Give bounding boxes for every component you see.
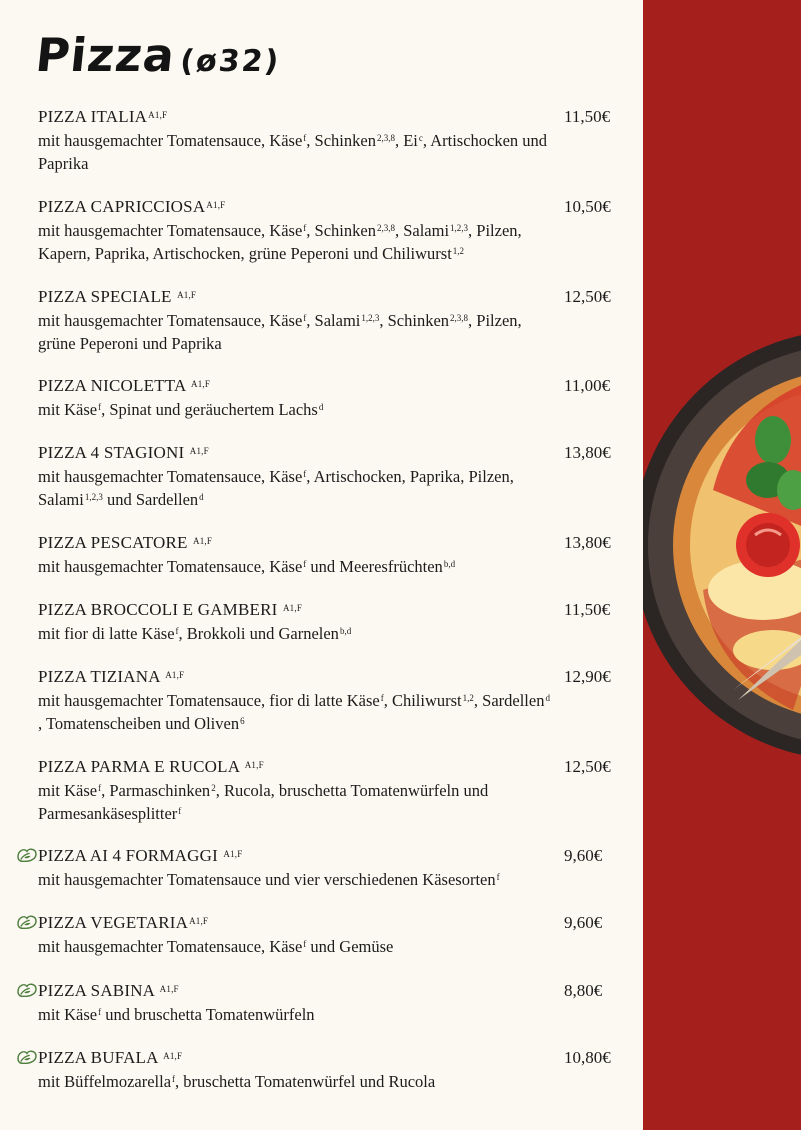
description-text: , Salami [394,221,450,240]
menu-item [38,286,618,355]
menu-item [38,442,618,511]
item-price: 9,60€ [564,846,603,865]
menu-item-header [38,375,618,397]
item-name [38,286,196,308]
description-text: , Pilzen, Kapern, Paprika, Artischocken, grüne Peperoni und Chiliwurst [38,221,522,263]
item-description [38,555,553,578]
ingredient-allergen-code: f [303,469,307,479]
item-name-text: PIZZA TIZIANA [38,667,165,686]
item-name [38,845,242,867]
menu-title-text: Pizza [33,28,178,82]
item-allergen-code: A1,F [282,603,303,613]
item-description [38,1003,553,1026]
item-price: 11,50€ [564,107,611,126]
ingredient-allergen-code: f [175,626,179,636]
item-name [38,1047,182,1069]
menu-item [38,1047,618,1093]
description-text: , Rucola, bruschetta Tomatenwürfeln und Parmesankäsesplitter [38,781,489,823]
item-price: 13,80€ [564,533,611,552]
item-name-text: PIZZA SPECIALE [38,287,177,306]
ingredient-allergen-code: c [418,133,423,143]
item-allergen-code: A1,F [163,1051,183,1061]
description-text: , Spinat und geräuchertem Lachs [101,400,318,419]
menu-item-header [38,845,618,867]
ingredient-allergen-code: 1,2 [452,246,465,256]
item-description [38,622,553,645]
menu-item [38,196,618,265]
ingredient-allergen-code: f [178,806,182,816]
menu-item [38,666,618,735]
item-name [38,980,179,1002]
description-text: mit Käse [38,1005,98,1024]
item-price: 11,00€ [564,376,611,395]
ingredient-allergen-code: 2,3,8 [450,313,469,323]
menu-item-header [38,980,618,1002]
item-price: 11,50€ [564,600,611,619]
ingredient-allergen-code: 2,3,8 [376,223,395,233]
menu-item-header [38,756,618,778]
vegetarian-icon [16,846,38,864]
item-name-text: PIZZA PESCATORE [38,533,193,552]
item-name [38,666,184,688]
description-text: , Artischocken und Paprika [38,131,548,173]
ingredient-allergen-code: 2 [211,783,216,793]
description-text: mit hausgemachter Tomatensauce, Käse [38,311,303,330]
vegetarian-icon [16,1048,38,1066]
menu-item-header [38,599,618,621]
ingredient-allergen-code: f [303,223,307,233]
item-description [38,779,553,825]
description-text: und bruschetta Tomatenwürfeln [101,1005,315,1024]
ingredient-allergen-code: d [199,492,204,502]
item-price: 9,60€ [564,913,603,932]
ingredient-allergen-code: f [303,313,307,323]
item-name [38,442,209,464]
item-price: 10,50€ [564,197,611,216]
ingredient-allergen-code: f [98,402,102,412]
vegetarian-icon [16,981,38,999]
ingredient-allergen-code: f [380,693,384,703]
description-text: und Sardellen [102,490,199,509]
ingredient-allergen-code: f [98,1007,102,1017]
item-allergen-code: A1,F [165,670,185,680]
item-name-text: PIZZA AI 4 FORMAGGI [38,846,223,865]
item-description [38,1070,553,1093]
item-name [38,196,225,218]
description-text: und Gemüse [306,937,394,956]
ingredient-allergen-code: f [98,783,102,793]
item-price: 12,50€ [564,287,611,306]
item-name [38,599,302,621]
item-description [38,129,553,175]
description-text: mit hausgemachter Tomatensauce, Käse [38,131,303,150]
description-text: , Ei [394,131,418,150]
menu-item-header [38,286,618,308]
description-text: , Chiliwurst [383,691,462,710]
pizza-illustration [643,290,801,800]
item-description [38,935,553,958]
description-text: , Schinken [379,311,450,330]
item-name-text: PIZZA PARMA E RUCOLA [38,757,244,776]
ingredient-allergen-code: d [318,402,324,412]
description-text: , Brokkoli und Garnelen [178,624,339,643]
ingredient-allergen-code: f [172,1074,176,1084]
description-text: , bruschetta Tomatenwürfel und Rucola [175,1072,436,1091]
menu-item [38,106,618,175]
ingredient-allergen-code: b,d [443,559,456,569]
menu-item [38,912,618,958]
ingredient-allergen-code: f [303,133,307,143]
item-description [38,689,553,735]
menu-item [38,532,618,578]
item-description [38,465,553,511]
menu-title-size: (ø32) [178,44,283,79]
description-text: , Tomatenscheiben und Oliven [38,714,240,733]
description-text: , Pilzen, grüne Peperoni und Paprika [38,311,522,353]
item-name-text: PIZZA VEGETARIA [38,913,189,932]
ingredient-allergen-code: f [303,559,307,569]
description-text: mit hausgemachter Tomatensauce, fior di latte Käse [38,691,380,710]
item-name-text: PIZZA 4 STAGIONI [38,443,189,462]
item-name [38,756,264,778]
item-allergen-code: A1,F [191,379,211,389]
item-name-text: PIZZA NICOLETTA [38,376,190,395]
item-name-text: PIZZA BUFALA [38,1048,163,1067]
item-allergen-code: A1,F [206,200,226,210]
item-allergen-code: A1,F [244,760,264,770]
menu-item [38,845,618,891]
description-text: , Schinken [306,131,376,150]
description-text: mit hausgemachter Tomatensauce, Käse [38,221,303,240]
ingredient-allergen-code: f [496,872,500,882]
item-description [38,219,553,265]
description-text: , Salami [306,311,361,330]
item-price: 12,50€ [564,757,611,776]
item-allergen-code: A1,F [159,984,179,994]
description-text: mit Büffelmozarella [38,1072,172,1091]
description-text: mit hausgemachter Tomatensauce und vier verschiedenen Käsesorten [38,870,496,889]
menu-item-header [38,196,618,218]
ingredient-allergen-code: 2,3,8 [376,133,395,143]
item-price: 8,80€ [564,981,603,1000]
menu-item-header [38,106,618,128]
item-price: 12,90€ [564,667,611,686]
ingredient-allergen-code: b,d [339,626,352,636]
item-price: 13,80€ [564,443,611,462]
ingredient-allergen-code: 1,2,3 [450,223,469,233]
vegetarian-icon [16,913,38,931]
menu-item-header [38,912,618,934]
item-description [38,868,553,891]
item-name [38,106,167,128]
item-allergen-code: A1,F [189,446,209,456]
description-text: , Artischocken, Paprika, Pilzen, Salami [38,467,514,509]
item-name-text: PIZZA CAPRICCIOSA [38,197,206,216]
menu-item [38,375,618,421]
menu-item [38,756,618,825]
ingredient-allergen-code: d [545,693,550,703]
description-text: , Sardellen [473,691,545,710]
item-price: 10,80€ [564,1048,611,1067]
menu-item-header [38,442,618,464]
item-name [38,532,212,554]
menu-item [38,980,618,1026]
item-name-text: PIZZA SABINA [38,981,159,1000]
menu-item-header [38,1047,618,1069]
description-text: , Schinken [306,221,376,240]
description-text: und Meeresfrüchten [306,557,443,576]
description-text: mit fior di latte Käse [38,624,175,643]
item-description [38,309,553,355]
menu-title [33,28,284,82]
description-text: mit hausgemachter Tomatensauce, Käse [38,557,303,576]
item-allergen-code: A1,F [223,849,243,859]
menu-item-header [38,666,618,688]
menu-item-header [38,532,618,554]
item-description [38,398,553,421]
item-allergen-code: A1,F [177,290,197,300]
item-allergen-code: A1,F [189,916,209,926]
item-name [38,912,208,934]
item-name-text: PIZZA ITALIA [38,107,148,126]
description-text: mit hausgemachter Tomatensauce, Käse [38,467,303,486]
ingredient-allergen-code: 1,2,3 [84,492,103,502]
description-text: mit hausgemachter Tomatensauce, Käse [38,937,303,956]
ingredient-allergen-code: f [303,939,307,949]
item-allergen-code: A1,F [148,110,168,120]
item-allergen-code: A1,F [193,536,213,546]
ingredient-allergen-code: 6 [240,716,245,726]
item-name-text: PIZZA BROCCOLI E GAMBERI [38,600,282,619]
ingredient-allergen-code: 1,2 [462,693,474,703]
description-text: , Parmaschinken [101,781,211,800]
description-text: mit Käse [38,400,98,419]
menu-item [38,599,618,645]
ingredient-allergen-code: 1,2,3 [361,313,380,323]
item-name [38,375,210,397]
description-text: mit Käse [38,781,98,800]
